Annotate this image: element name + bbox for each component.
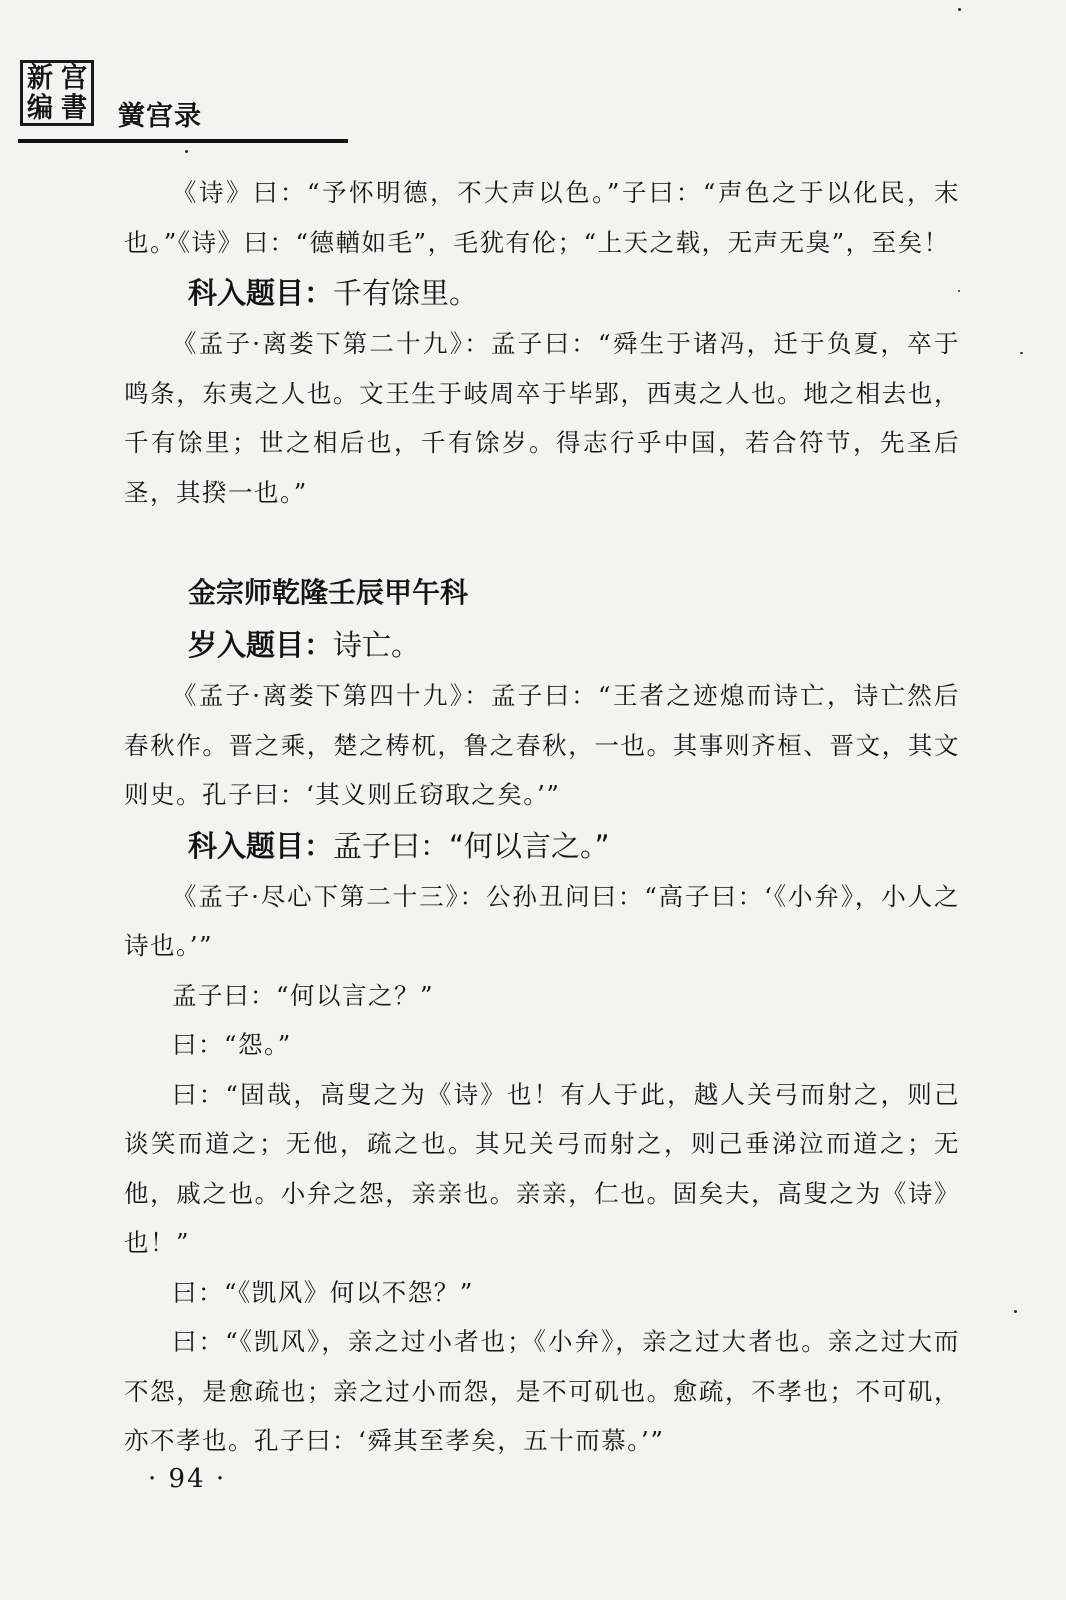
scan-speck	[1014, 1310, 1017, 1313]
subheading-text: 诗亡。	[333, 628, 421, 662]
scan-speck	[958, 290, 960, 292]
subheading-label: 科入题目：	[188, 276, 334, 310]
section-spacer	[124, 517, 960, 567]
paragraph: 《孟子·离娄下第四十九》：孟子曰：“王者之迹熄而诗亡，诗亡然后春秋作。晋之乘，楚之梼杌，鲁之春秋，一也。其事则齐桓、晋文，其文则史。孔子曰：‘其义则丘窃取之矣。’”	[124, 681, 960, 809]
paragraph: 曰：“《凯风》何以不怨？”	[172, 1277, 474, 1307]
paragraph: 孟子曰：“何以言之？”	[172, 980, 435, 1010]
scan-speck	[958, 8, 961, 11]
page-number: · 94 ·	[148, 1464, 227, 1494]
running-head-title: 黉宫录	[118, 101, 202, 132]
paragraph: 《孟子·尽心下第二十三》：公孙丑问曰：“高子曰：‘《小弁》，小人之诗也。’”	[124, 881, 960, 960]
subheading-text: 千有馀里。	[333, 276, 479, 310]
header-rule	[18, 139, 348, 143]
subheading	[124, 267, 960, 319]
seal-char: 宫	[60, 62, 87, 94]
subheading-label: 岁入题目：	[188, 628, 334, 662]
paragraph: 曰：“《凯风》，亲之过小者也；《小弁》，亲之过大者也。亲之过大而不怨，是愈疏也；亲之过小而怨，是不可矶也。愈疏，不孝也；不可矶，亦不孝也。孔子曰：‘舜其至孝矣，五十而慕。’”	[124, 1327, 960, 1455]
subheading-text: 孟子曰：“何以言之。”	[333, 828, 610, 863]
seal-char: 新	[26, 62, 53, 94]
body-text	[124, 168, 960, 1466]
subheading	[124, 619, 960, 671]
paragraph: 曰：“固哉，高叟之为《诗》也！有人于此，越人关弓而射之，则己谈笑而道之；无他，疏之也。其兄关弓而射之，则己垂涕泣而道之；无他，戚之也。小弁之怨，亲亲也。亲亲，仁也。固矣夫，高叟之为《诗》也！”	[124, 1079, 960, 1257]
paragraph: 《孟子·离娄下第二十九》：孟子曰：“舜生于诸冯，迁于负夏，卒于鸣条，东夷之人也。文王生于岐周卒于毕郢，西夷之人也。地之相去也，千有馀里；世之相后也，千有馀岁。得志行乎中国，若合符节，先圣后圣，其揆一也。”	[124, 329, 960, 507]
seal-char: 書	[60, 92, 87, 124]
paragraph: 曰：“怨。”	[172, 1030, 292, 1059]
section-title: 金宗师乾隆壬辰甲午科	[188, 576, 469, 609]
seal-logo	[20, 60, 94, 126]
subheading	[124, 820, 960, 872]
subheading-label: 科入题目：	[188, 828, 334, 863]
scan-speck	[185, 150, 188, 153]
scan-speck	[1020, 352, 1023, 354]
paragraph: 《诗》曰：“予怀明德，不大声以色。”子曰：“声色之于以化民，末也。”《诗》曰：“德輶如毛”，毛犹有伦；“上天之载，无声无臭”，至矣！	[124, 178, 960, 257]
seal-char: 编	[26, 92, 53, 124]
